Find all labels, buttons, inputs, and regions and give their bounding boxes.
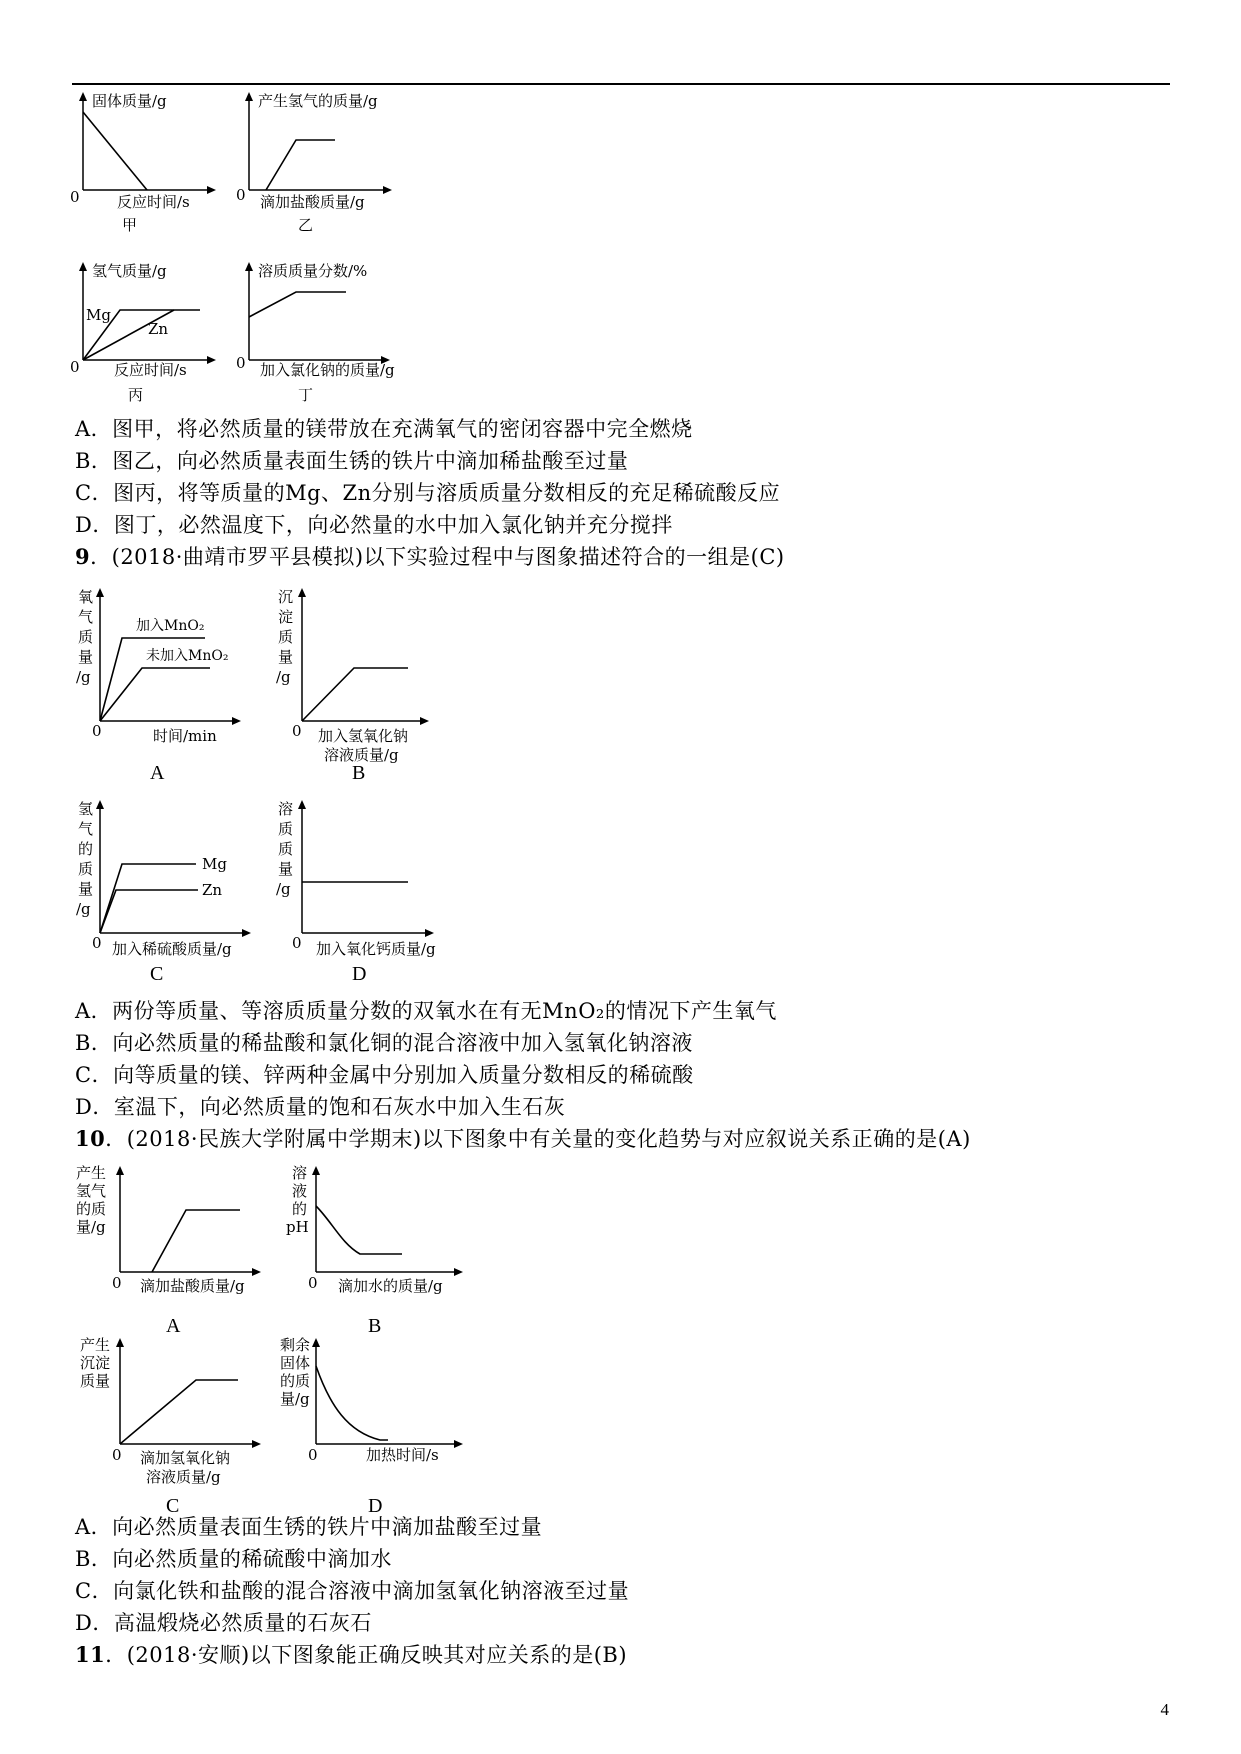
graph-yi-ylabel: 产生氢气的质量/g xyxy=(258,92,378,110)
q9-graph-b xyxy=(268,586,438,786)
q9b-caption: B xyxy=(352,762,366,784)
q10-graph-b xyxy=(272,1164,472,1339)
q10a-caption: A xyxy=(166,1315,181,1337)
q9d-ylabel-0: 溶 xyxy=(278,800,294,818)
q10d-xlabel: 加热时间/s xyxy=(366,1446,439,1464)
q9d-ylabel-4: /g xyxy=(276,880,291,898)
q10d-ylabel-0: 剩余 xyxy=(280,1336,311,1354)
graph-bing-caption: 丙 xyxy=(128,386,144,404)
q11-stem xyxy=(75,1640,627,1670)
q10-option-d: D．高温煅烧必然质量的石灰石 xyxy=(75,1611,372,1635)
q10b-caption: B xyxy=(368,1315,382,1337)
page-number: 4 xyxy=(1160,1700,1169,1719)
q9b-origin: 0 xyxy=(292,722,302,740)
graph-bing-ylabel: 氢气质量/g xyxy=(92,262,167,280)
graph-bing xyxy=(70,262,230,402)
q8-option-a: A．图甲，将必然质量的镁带放在充满氧气的密闭容器中完全燃烧 xyxy=(75,417,693,441)
q10a-origin: 0 xyxy=(112,1274,122,1292)
q9a-ylabel-0: 氧 xyxy=(78,588,94,606)
graph-yi-caption: 乙 xyxy=(298,216,314,234)
q9b-ylabel-1: 淀 xyxy=(278,608,294,626)
q9a-series-2-label: 未加入MnO₂ xyxy=(146,648,229,664)
q9b-ylabel-2: 质 xyxy=(278,628,294,646)
q10-option-b: B．向必然质量的稀硫酸中滴加水 xyxy=(75,1547,392,1571)
q9-graph-a xyxy=(70,586,250,786)
q9a-series-1-label: 加入MnO₂ xyxy=(136,618,205,634)
q9d-caption: D xyxy=(352,963,367,985)
graph-ding-caption: 丁 xyxy=(298,386,314,404)
q9b-ylabel-0: 沉 xyxy=(278,588,294,606)
graph-yi-origin: 0 xyxy=(236,186,246,204)
q8-option-d: D．图丁，必然温度下，向必然量的水中加入氯化钠并充分搅拌 xyxy=(75,513,673,537)
q9-stem xyxy=(75,542,785,572)
q8-option-c: C．图丙，将等质量的Mg、Zn分别与溶质质量分数相反的充足稀硫酸反应 xyxy=(75,481,781,505)
graph-jia-xlabel: 反应时间/s xyxy=(117,193,190,211)
q9c-mg-label: Mg xyxy=(202,855,227,873)
q10c-origin: 0 xyxy=(112,1446,122,1464)
q9a-origin: 0 xyxy=(92,722,102,740)
q9d-origin: 0 xyxy=(292,934,302,952)
q10d-ylabel-1: 固体 xyxy=(280,1354,311,1372)
q10-graph-d xyxy=(272,1336,472,1516)
q9-graph-d xyxy=(268,798,458,983)
q9a-ylabel-2: 质 xyxy=(78,628,94,646)
q9d-ylabel-3: 量 xyxy=(278,860,294,878)
q9d-ylabel-2: 质 xyxy=(278,840,294,858)
q10-graph-a xyxy=(70,1164,270,1339)
q9-stem-text: ．(2018·曲靖市罗平县模拟)以下实验过程中与图象描述符合的一组是(C) xyxy=(90,545,785,569)
q10a-ylabel-1: 氢气 xyxy=(76,1182,107,1200)
graph-bing-mg-label: Mg xyxy=(86,306,111,324)
q10a-ylabel-0: 产生 xyxy=(76,1164,107,1182)
q10c-caption: C xyxy=(166,1495,180,1517)
q9c-zn-label: Zn xyxy=(202,881,223,899)
q9c-xlabel: 加入稀硫酸质量/g xyxy=(112,940,232,958)
q9-option-a: A．两份等质量、等溶质质量分数的双氧水在有无MnO₂的情况下产生氧气 xyxy=(75,999,777,1023)
graph-ding xyxy=(236,262,411,402)
graph-ding-origin: 0 xyxy=(236,354,246,372)
q10b-ylabel-1: 液 xyxy=(292,1182,308,1200)
q10c-ylabel-2: 质量 xyxy=(80,1372,111,1390)
graph-ding-ylabel: 溶质质量分数/% xyxy=(258,262,368,280)
graph-yi xyxy=(236,92,406,232)
graph-jia-ylabel: 固体质量/g xyxy=(92,92,167,110)
q9b-ylabel-4: /g xyxy=(276,668,291,686)
q9-option-d: D．室温下，向必然质量的饱和石灰水中加入生石灰 xyxy=(75,1095,566,1119)
q10d-ylabel-3: 量/g xyxy=(280,1390,310,1408)
q9c-origin: 0 xyxy=(92,934,102,952)
q11-number: 11 xyxy=(75,1642,106,1667)
q9a-ylabel-3: 量 xyxy=(78,648,94,666)
q9c-ylabel-3: 质 xyxy=(78,860,94,878)
q11-stem-text: ．(2018·安顺)以下图象能正确反映其对应关系的是(B) xyxy=(105,1643,628,1667)
graph-jia-origin: 0 xyxy=(70,188,80,206)
graph-yi-xlabel: 滴加盐酸质量/g xyxy=(260,193,365,211)
q9-option-b: B．向必然质量的稀盐酸和氯化铜的混合溶液中加入氢氧化钠溶液 xyxy=(75,1031,693,1055)
q9-option-c: C．向等质量的镁、锌两种金属中分别加入质量分数相反的稀硫酸 xyxy=(75,1063,694,1087)
graph-bing-xlabel: 反应时间/s xyxy=(114,361,187,379)
q9a-caption: A xyxy=(150,762,165,784)
q9d-ylabel-1: 质 xyxy=(278,820,294,838)
q9c-ylabel-2: 的 xyxy=(78,840,94,858)
q10a-ylabel-2: 的质 xyxy=(76,1200,107,1218)
q9c-ylabel-4: 量 xyxy=(78,880,94,898)
q10b-origin: 0 xyxy=(308,1274,318,1292)
graph-jia-caption: 甲 xyxy=(122,216,138,234)
q10c-ylabel-1: 沉淀 xyxy=(80,1354,111,1372)
q10-option-c: C．向氯化铁和盐酸的混合溶液中滴加氢氧化钠溶液至过量 xyxy=(75,1579,630,1603)
q9c-caption: C xyxy=(150,963,164,985)
q10-graph-c xyxy=(70,1336,270,1516)
q10b-ylabel-3: pH xyxy=(286,1218,309,1236)
q9a-xlabel: 时间/min xyxy=(153,727,217,745)
q10c-xlabel-line2: 溶液质量/g xyxy=(146,1468,221,1486)
q9a-ylabel-1: 气 xyxy=(78,608,94,626)
q9b-ylabel-3: 量 xyxy=(278,648,294,666)
q9a-ylabel-4: /g xyxy=(76,668,91,686)
q9d-xlabel: 加入氧化钙质量/g xyxy=(316,940,436,958)
q10c-ylabel-0: 产生 xyxy=(80,1336,111,1354)
q10-option-a: A．向必然质量表面生锈的铁片中滴加盐酸至过量 xyxy=(75,1515,543,1539)
graph-jia xyxy=(70,92,220,232)
q9c-ylabel-0: 氢 xyxy=(78,800,94,818)
q9c-ylabel-1: 气 xyxy=(78,820,94,838)
q10-number: 10 xyxy=(75,1126,106,1151)
q10-stem-text: ．(2018·民族大学附属中学期末)以下图象中有关量的变化趋势与对应叙说关系正确的是(A) xyxy=(105,1127,971,1151)
q9b-xlabel-line2: 溶液质量/g xyxy=(324,746,399,764)
q10b-ylabel-2: 的 xyxy=(292,1200,308,1218)
graph-bing-zn-label: Zn xyxy=(148,320,169,338)
q9-number: 9 xyxy=(75,544,91,569)
graph-bing-origin: 0 xyxy=(70,358,80,376)
q10a-xlabel: 滴加盐酸质量/g xyxy=(140,1277,245,1295)
q10c-xlabel-line1: 滴加氢氧化钠 xyxy=(140,1449,231,1467)
q8-option-b: B．图乙，向必然质量表面生锈的铁片中滴加稀盐酸至过量 xyxy=(75,449,629,473)
header-rule xyxy=(72,83,1170,85)
graph-ding-xlabel: 加入氯化钠的质量/g xyxy=(260,361,395,379)
q10d-origin: 0 xyxy=(308,1446,318,1464)
q10a-ylabel-3: 量/g xyxy=(76,1218,106,1236)
q9b-xlabel-line1: 加入氢氧化钠 xyxy=(318,727,409,745)
q10-stem xyxy=(75,1124,971,1154)
q10b-xlabel: 滴加水的质量/g xyxy=(338,1277,443,1295)
q9c-ylabel-5: /g xyxy=(76,900,91,918)
q10d-ylabel-2: 的质 xyxy=(280,1372,311,1390)
q9-graph-c xyxy=(70,798,270,983)
q10b-ylabel-0: 溶 xyxy=(292,1164,308,1182)
q10d-caption: D xyxy=(368,1495,383,1517)
